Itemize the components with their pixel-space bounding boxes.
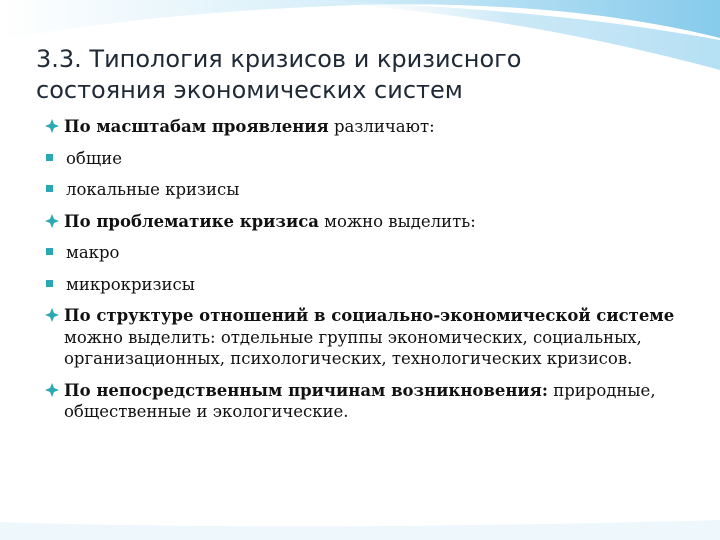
item-text: макро xyxy=(66,243,120,262)
item-text: различают: xyxy=(328,117,435,136)
square-bullet-icon xyxy=(46,154,53,161)
diamond-bullet-icon xyxy=(44,213,60,229)
slide-title xyxy=(36,44,676,106)
diamond-bullet-icon xyxy=(44,382,60,398)
item-bold: По проблематике кризиса xyxy=(64,211,319,231)
square-bullet-icon xyxy=(46,185,53,192)
item-text: микрокризисы xyxy=(66,274,195,294)
square-bullet-icon xyxy=(46,248,53,255)
item-text: локальные кризисы xyxy=(66,180,240,199)
list-item xyxy=(44,179,684,201)
bullet-list xyxy=(44,116,684,433)
list-item xyxy=(44,116,684,138)
title-line-1: 3.3. Типология кризисов и кризисного xyxy=(36,45,522,73)
item-text: можно выделить: xyxy=(318,211,476,231)
diamond-bullet-icon xyxy=(44,118,60,134)
list-item xyxy=(44,242,684,264)
list-item xyxy=(44,148,684,170)
item-bold: По структуре отношений в социально-экономической системе xyxy=(64,306,675,325)
list-item xyxy=(44,211,684,233)
item-text: можно выделить: отдельные группы экономических, социальных, организационных, психологических, технологических кризисов. xyxy=(64,327,642,368)
title-line-2: состояния экономических систем xyxy=(36,76,463,104)
item-text: природные, общественные и экологические. xyxy=(64,380,656,421)
list-item xyxy=(44,274,684,296)
item-text: общие xyxy=(66,148,122,168)
item-bold: По непосредственным причинам возникновения: xyxy=(64,380,548,400)
diamond-bullet-icon xyxy=(44,307,60,323)
item-bold: По масштабам проявления xyxy=(64,117,329,136)
list-item xyxy=(44,380,684,423)
square-bullet-icon xyxy=(46,280,53,287)
list-item xyxy=(44,305,684,370)
